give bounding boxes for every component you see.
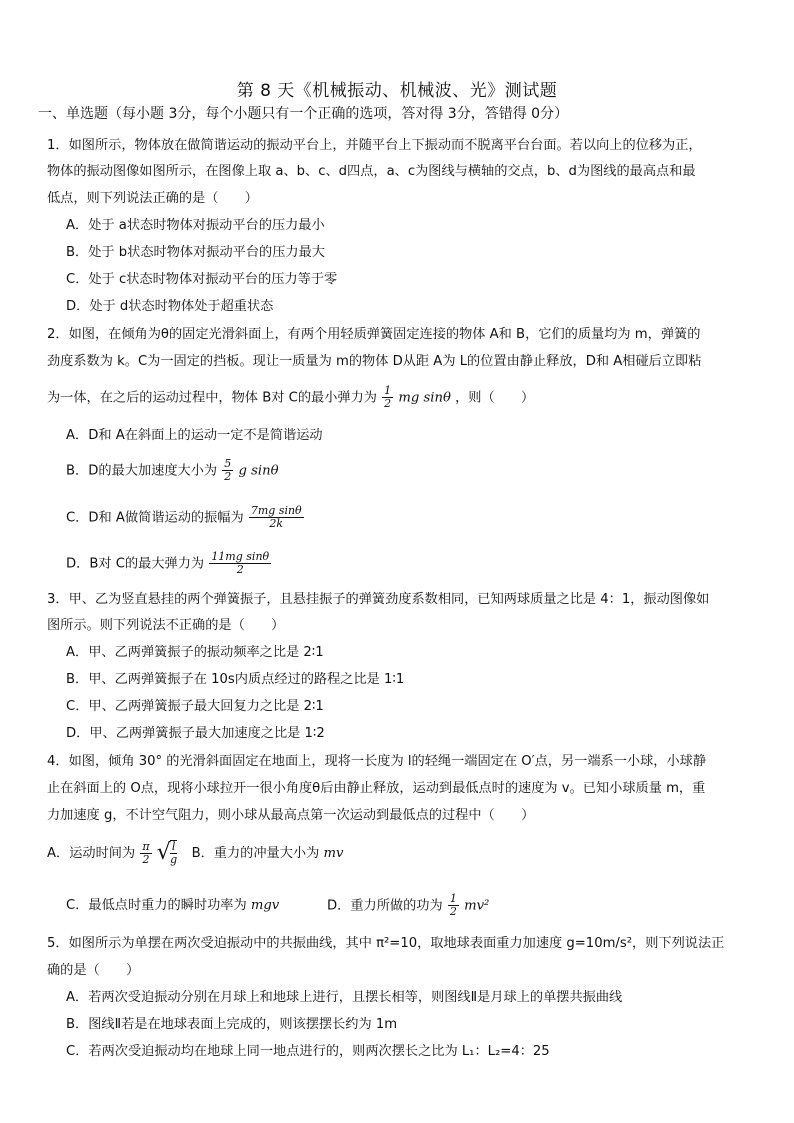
q2-option-d: [66, 551, 272, 576]
q1-option-a: A．处于 a状态时物体对振动平台的压力最小: [66, 218, 325, 233]
sqrt-l-over-g: [157, 840, 178, 866]
fraction-numerator: 7mg sinθ: [250, 504, 302, 517]
q2-option-a: A．D和 A在斜面上的运动一定不是简谐运动: [66, 428, 323, 443]
fraction-denominator: 2: [449, 905, 457, 918]
q5-option-b: B．图线Ⅱ若是在地球表面上完成的，则该摆摆长约为 1m: [66, 1017, 398, 1032]
fraction-numerator: 1: [384, 384, 392, 397]
q2-line-1: 2．如图，在倾角为θ的固定光滑斜面上，有两个用轻质弹簧固定连接的物体 A和 B，它们的质量均为 m，弹簧的: [47, 327, 701, 342]
q2-option-b-text: B．D的最大加速度大小为: [66, 463, 218, 479]
fraction-denominator: 2k: [269, 517, 284, 530]
fraction-denominator: 2: [142, 852, 150, 866]
q5-line-2: 确的是（ ）: [47, 963, 140, 978]
q4-option-d-text: D．重力所做的功为: [327, 898, 443, 914]
max-force-fraction: [209, 551, 271, 576]
q4-option-a-text: A．运动时间为: [47, 846, 136, 861]
q1-line-1: 1．如图所示，物体放在做简谐运动的振动平台上，并随平台上下振动而不脱离平台台面。若以向上的位移为正，: [47, 138, 702, 153]
fraction-pi-halves: [140, 841, 151, 866]
q4-option-c: [66, 897, 279, 915]
q2-option-d-text: D．B对 C的最大弹力为: [66, 556, 205, 572]
q3-line-2: 图所示。则下列说法不正确的是（ ）: [47, 618, 285, 633]
fraction-numerator: 1: [449, 892, 457, 905]
q1-option-c: C．处于 c状态时物体对振动平台的压力等于零: [66, 272, 338, 287]
section-heading: 一、单选题（每小题 3分，每个小题只有一个正确的选项，答对得 3分，答错得 0分）: [38, 106, 569, 122]
q4-line-2: 止在斜面上的 O点，现将小球拉开一很小角度θ后由静止释放，运动到最低点时的速度为 v。已知小球质量 m，重: [47, 781, 706, 796]
q4-options-ab: [47, 840, 343, 866]
radicand: [170, 840, 178, 866]
q3-option-a: A．甲、乙两弹簧振子的振动频率之比是 2∶1: [66, 645, 324, 660]
q1-line-2: 物体的振动图像如图所示，在图像上取 a、b、c、d四点，a、c为图线与横轴的交点，b、d为图线的最高点和最: [47, 164, 696, 179]
q4-line-1: 4．如图，倾角 30° 的光滑斜面固定在地面上，现将一长度为 l的轻绳一端固定在 O′点，另一端系一小球，小球静: [47, 754, 707, 769]
q4-option-d-formula: mv²: [464, 898, 490, 914]
q2-option-b: [66, 458, 279, 483]
fraction-denominator: 2: [236, 563, 244, 576]
q3-option-b: B．甲、乙两弹簧振子在 10s内质点经过的路程之比是 1∶1: [66, 672, 405, 687]
q2-option-c-text: C．D和 A做简谐运动的振幅为: [66, 510, 244, 526]
q5-option-c: C．若两次受迫振动均在地球上同一地点进行的，则两次摆长之比为 L₁：L₂=4：25: [66, 1044, 550, 1059]
q4-line-3: 力加速度 g，不计空气阻力，则小球从最高点第一次运动到最低点的过程中（ ）: [47, 808, 535, 823]
q2-line-3-end: ，则（ ）: [455, 390, 535, 406]
q4-option-b-text: B．重力的冲量大小为: [191, 846, 320, 861]
q4-option-d: [327, 893, 489, 918]
q3-option-d: D．甲、乙两弹簧振子最大加速度之比是 1∶2: [66, 726, 325, 741]
q2-line-3: [47, 385, 534, 410]
q2-line-2: 劲度系数为 k。C为一固定的挡板。现让一质量为 m的物体 D从距 A为 L的位置由静止释放，D和 A相碰后立即粘: [47, 354, 702, 369]
fraction-numerator: π: [142, 839, 150, 853]
fraction-one-half: [448, 893, 459, 918]
q3-option-c: C．甲、乙两弹簧振子最大回复力之比是 2∶1: [66, 699, 324, 714]
q2-line-3-text: 为一体，在之后的运动过程中，物体 B对 C的最小弹力为: [47, 390, 377, 406]
amplitude-fraction: [249, 505, 304, 530]
q2-min-force-formula: mg sinθ: [398, 390, 451, 406]
fraction-numerator: 11mg sinθ: [211, 550, 270, 563]
fraction-one-half: [382, 385, 393, 410]
q5-option-a: A．若两次受迫振动分别在月球上和地球上进行，且摆长相等，则图线Ⅱ是月球上的单摆共振曲线: [66, 990, 623, 1005]
radical-sign-icon: √: [156, 840, 171, 865]
q1-option-b: B．处于 b状态时物体对振动平台的压力最大: [66, 245, 325, 260]
q4-option-c-formula: mgv: [250, 898, 280, 913]
q3-line-1: 3．甲、乙为竖直悬挂的两个弹簧振子，且悬挂振子的弹簧劲度系数相同，已知两球质量之比是 4：1，振动图像如: [47, 592, 710, 607]
q4-option-c-text: C．最低点时重力的瞬时功率为: [66, 898, 247, 913]
fraction-five-halves: [222, 458, 233, 483]
radicand-numerator: l: [171, 840, 176, 853]
q2-option-c: [66, 505, 305, 530]
q5-line-1: 5．如图所示为单摆在两次受迫振动中的共振曲线，其中 π²=10，取地球表面重力加速度 g=10m/s²，则下列说法正: [47, 936, 725, 951]
radicand-denominator: g: [170, 853, 178, 866]
q4-option-b-formula: mv: [323, 846, 344, 861]
q2-option-b-formula: g sinθ: [238, 463, 279, 479]
fraction-numerator: 5: [224, 457, 232, 470]
page-title: 第 8 天《机械振动、机械波、光》测试题: [236, 81, 558, 101]
q1-line-3: 低点，则下列说法正确的是（ ）: [47, 191, 258, 206]
fraction-denominator: 2: [384, 397, 392, 410]
q1-option-d: D．处于 d状态时物体处于超重状态: [66, 299, 274, 314]
fraction-denominator: 2: [224, 470, 232, 483]
